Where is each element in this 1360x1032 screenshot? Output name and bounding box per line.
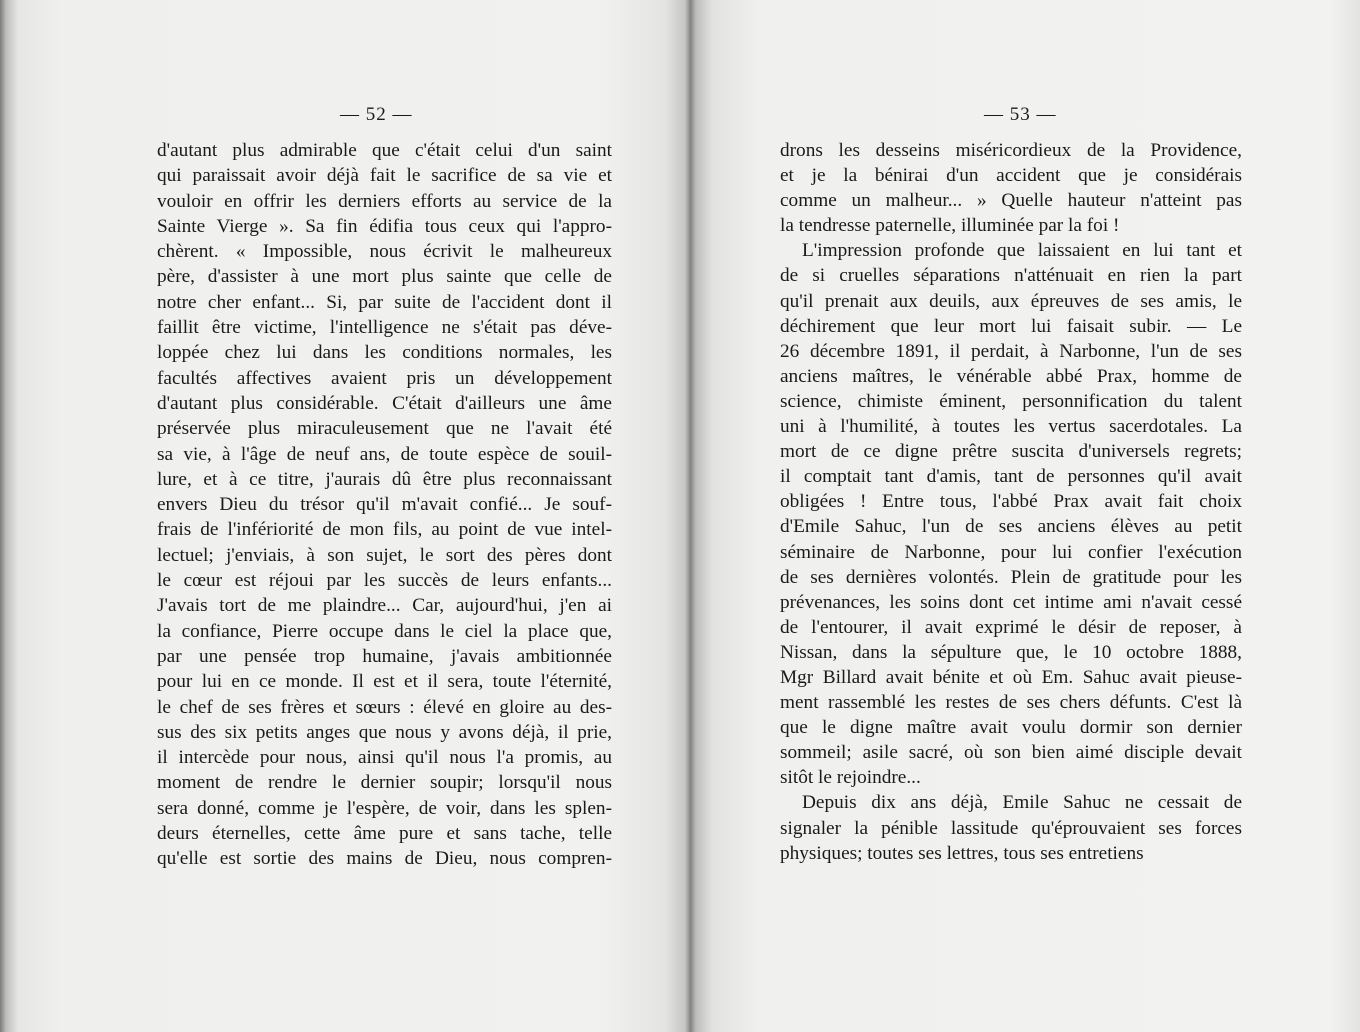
text-line: mort de ce digne prêtre suscita d'universels regrets; — [780, 441, 1242, 463]
text-line: qu'elle est sortie des mains de Dieu, nous compren- — [157, 848, 612, 870]
text-line: facultés affectives avaient pris un développement — [157, 367, 612, 389]
text-line: le chef de ses frères et sœurs : élevé en gloire au des- — [157, 696, 612, 718]
text-line: qu'il prenait aux deuils, aux épreuves de ses amis, le — [780, 290, 1242, 312]
text-line: deurs éternelles, cette âme pure et sans tache, telle — [157, 823, 612, 845]
page-text — [780, 138, 1242, 866]
page-text — [157, 138, 612, 872]
text-line: que le digne maître avait voulu dormir son dernier — [780, 717, 1242, 739]
text-line: et je la bénirai d'un accident que je considérais — [780, 165, 1242, 187]
text-line: loppée chez lui dans les conditions normales, les — [157, 342, 612, 364]
text-line: faillit être victime, l'intelligence ne s'était pas déve- — [157, 317, 612, 339]
text-line: moment de rendre le dernier soupir; lorsqu'il nous — [157, 772, 612, 794]
right-page — [690, 0, 1360, 1032]
text-line: père, d'assister à une mort plus sainte que celle de — [157, 266, 612, 288]
text-line: notre cher enfant... Si, par suite de l'accident dont il — [157, 291, 612, 313]
text-line: lure, et à ce titre, j'aurais dû être plus reconnaissant — [157, 468, 612, 490]
text-line: d'autant plus considérable. C'était d'ailleurs une âme — [157, 392, 612, 414]
text-line: sus des six petits anges que nous y avons déjà, il prie, — [157, 721, 612, 743]
text-line: lectuel; j'enviais, à son sujet, le sort des pères dont — [157, 544, 612, 566]
text-line: L'impression profonde que laissaient en lui tant et — [802, 240, 1242, 262]
text-line: obligées ! Entre tous, l'abbé Prax avait fait choix — [780, 491, 1242, 513]
text-line: séminaire de Narbonne, pour lui confier l'exécution — [780, 541, 1242, 563]
text-line: Nissan, dans la sépulture que, le 10 octobre 1888, — [780, 641, 1242, 663]
page-number: — 52 — — [340, 104, 413, 125]
text-line: science, chimiste éminent, personnification du talent — [780, 390, 1242, 412]
text-line: frais de l'infériorité de mon fils, au point de vue intel- — [157, 519, 612, 541]
page-number: — 53 — — [984, 104, 1057, 125]
text-line: envers Dieu du trésor qu'il m'avait confié... Je souf- — [157, 494, 612, 516]
text-line: Mgr Billard avait bénite et où Em. Sahuc avait pieuse- — [780, 666, 1242, 688]
text-line: vouloir en offrir les derniers efforts au service de la — [157, 190, 612, 212]
text-line: d'autant plus admirable que c'était celui d'un saint — [157, 140, 612, 161]
text-line: qui paraissait avoir déjà fait le sacrifice de sa vie et — [157, 165, 612, 187]
text-line: signaler la pénible lassitude qu'éprouvaient ses forces — [780, 817, 1242, 839]
text-line: pour lui en ce monde. Il est et il sera, toute l'éternité, — [157, 671, 612, 693]
text-line: sitôt le rejoindre... — [780, 767, 921, 789]
text-line: comme un malheur... » Quelle hauteur n'atteint pas — [780, 190, 1242, 212]
text-line: drons les desseins miséricordieux de la Providence, — [780, 140, 1242, 161]
text-line: sommeil; asile sacré, où son bien aimé disciple devait — [780, 742, 1242, 764]
text-line: il intercède pour nous, ainsi qu'il nous l'a promis, au — [157, 747, 612, 769]
text-line: Depuis dix ans déjà, Emile Sahuc ne cessait de — [802, 792, 1242, 814]
text-line: sera donné, comme je l'espère, de voir, dans les splen- — [157, 797, 612, 819]
text-line: déchirement que leur mort lui faisait subir. — Le — [780, 315, 1242, 337]
text-line: la tendresse paternelle, illuminée par la foi ! — [780, 215, 1120, 237]
text-line: la confiance, Pierre occupe dans le ciel la place que, — [157, 620, 612, 642]
text-line: il comptait tant d'amis, tant de personnes qu'il avait — [780, 466, 1242, 488]
text-line: par une pensée trop humaine, j'avais ambitionnée — [157, 645, 612, 667]
text-line: physiques; toutes ses lettres, tous ses entretiens — [780, 842, 1144, 864]
text-line: de l'entourer, il avait exprimé le désir de reposer, à — [780, 616, 1242, 638]
text-line: le cœur est réjoui par les succès de leurs enfants... — [157, 570, 612, 592]
text-line: uni à l'humilité, à toutes les vertus sacerdotales. La — [780, 416, 1242, 438]
text-line: Sainte Vierge ». Sa fin édifia tous ceux qui l'appro- — [157, 215, 612, 237]
text-line: anciens maîtres, le vénérable abbé Prax, homme de — [780, 365, 1242, 387]
text-line: 26 décembre 1891, il perdait, à Narbonne, l'un de ses — [780, 340, 1242, 362]
text-line: d'Emile Sahuc, l'un de ses anciens élèves au petit — [780, 516, 1242, 538]
text-line: J'avais tort de me plaindre... Car, aujourd'hui, j'en ai — [157, 595, 612, 617]
text-line: prévenances, les soins dont cet intime ami n'avait cessé — [780, 591, 1242, 613]
text-line: de si cruelles séparations n'atténuait en rien la part — [780, 265, 1242, 287]
text-line: ment rassemblé les restes de ses chers défunts. C'est là — [780, 692, 1242, 714]
text-line: chèrent. « Impossible, nous écrivit le malheureux — [157, 241, 612, 263]
text-line: sa vie, à l'âge de neuf ans, de toute espèce de souil- — [157, 443, 612, 465]
text-line: préservée plus miraculeusement que ne l'avait été — [157, 418, 612, 440]
text-line: de ses dernières volontés. Plein de gratitude pour les — [780, 566, 1242, 588]
